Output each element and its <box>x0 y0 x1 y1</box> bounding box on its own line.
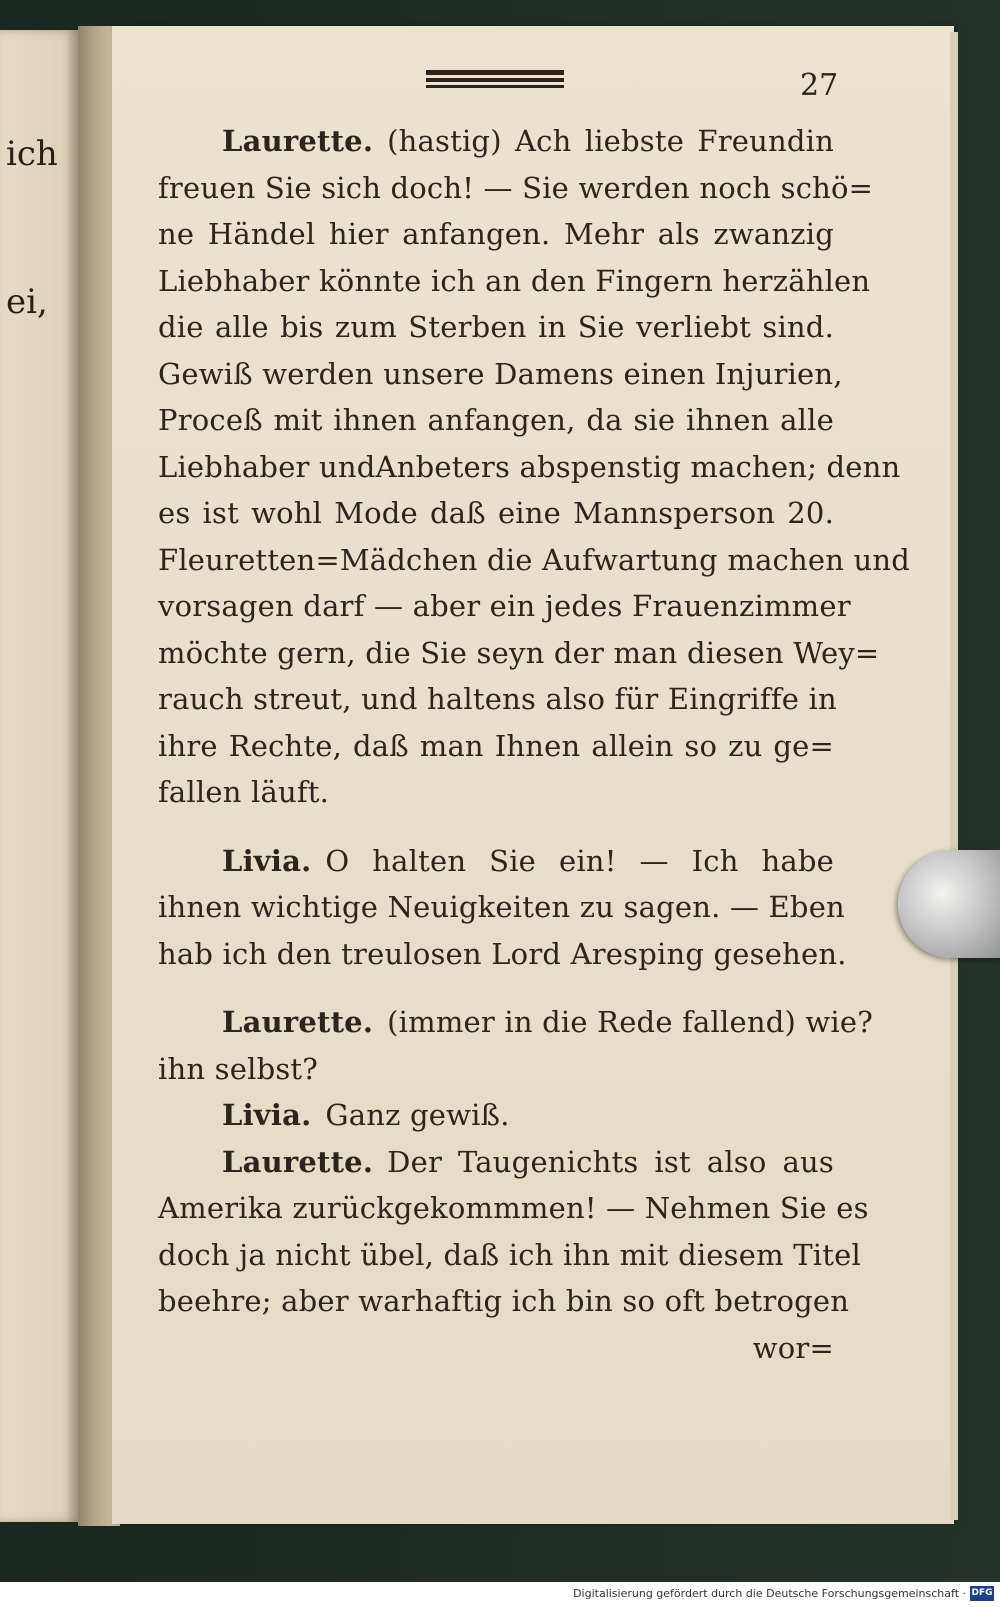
line-text: ihn selbst? <box>158 1051 319 1086</box>
footer-bar <box>0 1582 1000 1607</box>
text-line <box>158 884 845 931</box>
line-text: O halten Sie ein! — Ich habe <box>325 843 834 878</box>
line-text: rauch streut, und haltens also für Eingriffe in <box>158 682 837 716</box>
line-text: hab ich den treulosen Lord Aresping gesehen. <box>158 936 847 971</box>
line-text: Proceß mit ihnen anfangen, da sie ihnen alle <box>158 403 834 437</box>
speaker-name: Laurette. <box>222 124 374 158</box>
text-line <box>158 165 874 212</box>
text-line <box>158 1046 834 1093</box>
line-text: (hastig) Ach liebste Freundin <box>387 124 834 158</box>
page-number: 27 <box>800 68 839 103</box>
text-line <box>158 444 901 491</box>
text-line <box>158 630 880 677</box>
text-line <box>158 723 834 770</box>
line-text: ihre Rechte, daß man Ihnen allein so zu ge= <box>158 728 834 763</box>
text-line <box>158 1325 834 1372</box>
line-text: Liebhaber undAnbeters abspenstig machen; denn <box>158 449 901 484</box>
line-text: möchte gern, die Sie seyn der man diesen Wey= <box>158 635 880 670</box>
left-page-fragment: ich <box>6 134 58 174</box>
paragraph-gap <box>158 977 834 999</box>
left-facing-page <box>0 30 78 1522</box>
text-line <box>158 1232 861 1279</box>
page-text <box>158 118 911 1371</box>
text-line <box>158 1139 834 1186</box>
line-text: vorsagen darf — aber ein jedes Frauenzimmer <box>158 589 851 623</box>
text-line <box>158 258 871 305</box>
line-text: (immer in die Rede fallend) wie? <box>387 1005 874 1039</box>
line-text: ne Händel hier anfangen. Mehr als zwanzig <box>158 217 834 251</box>
text-line <box>158 537 911 584</box>
text-line <box>158 118 834 165</box>
footer-credit: Digitalisierung gefördert durch die Deutsche Forschungsgemeinschaft · <box>573 1587 966 1600</box>
text-line <box>158 304 834 351</box>
text-line <box>158 211 834 258</box>
line-text: Fleuretten=Mädchen die Aufwartung machen und <box>158 542 911 577</box>
page-edge <box>950 32 958 1520</box>
line-text: Liebhaber könnte ich an den Fingern herzählen <box>158 263 871 298</box>
line-text: Ganz gewiß. <box>325 1098 510 1132</box>
speaker-name: Laurette. <box>222 1144 374 1179</box>
text-line <box>158 397 834 444</box>
line-text: Amerika zurückgekommmen! — Nehmen Sie es <box>158 1191 869 1225</box>
text-line <box>158 999 874 1046</box>
line-text: ihnen wichtige Neuigkeiten zu sagen. — Eben <box>158 890 845 924</box>
line-text: Der Taugenichts ist also aus <box>387 1144 834 1179</box>
line-text: beehre; aber warhaftig ich bin so oft betrogen <box>158 1284 850 1318</box>
line-text: die alle bis zum Sterben in Sie verliebt sind. <box>158 310 834 344</box>
paragraph-gap <box>158 816 834 838</box>
text-line <box>158 769 834 816</box>
left-page-fragment: ei, <box>6 282 48 322</box>
dfg-logo-icon: DFG <box>970 1586 994 1601</box>
line-text: fallen läuft. <box>158 775 330 809</box>
text-line <box>158 1092 834 1139</box>
speaker-name: Laurette. <box>222 1005 374 1039</box>
header-ornament <box>426 70 564 92</box>
text-line <box>158 676 837 723</box>
line-text: freuen Sie sich doch! — Sie werden noch schö= <box>158 170 874 205</box>
text-line <box>158 583 851 630</box>
line-text: Gewiß werden unsere Damens einen Injurien, <box>158 356 843 391</box>
speaker-name: Livia. <box>222 843 312 878</box>
text-line <box>158 490 834 537</box>
speaker-name: Livia. <box>222 1098 312 1132</box>
line-text: es ist wohl Mode daß eine Mannsperson 20. <box>158 496 834 530</box>
text-line <box>158 1185 869 1232</box>
page-clip-icon <box>898 850 1000 958</box>
line-text: doch ja nicht übel, daß ich ihn mit diesem Titel <box>158 1237 861 1272</box>
text-line <box>158 838 834 885</box>
text-line <box>158 1278 850 1325</box>
text-line <box>158 931 847 978</box>
text-line <box>158 351 843 398</box>
line-text: wor= <box>752 1330 834 1365</box>
